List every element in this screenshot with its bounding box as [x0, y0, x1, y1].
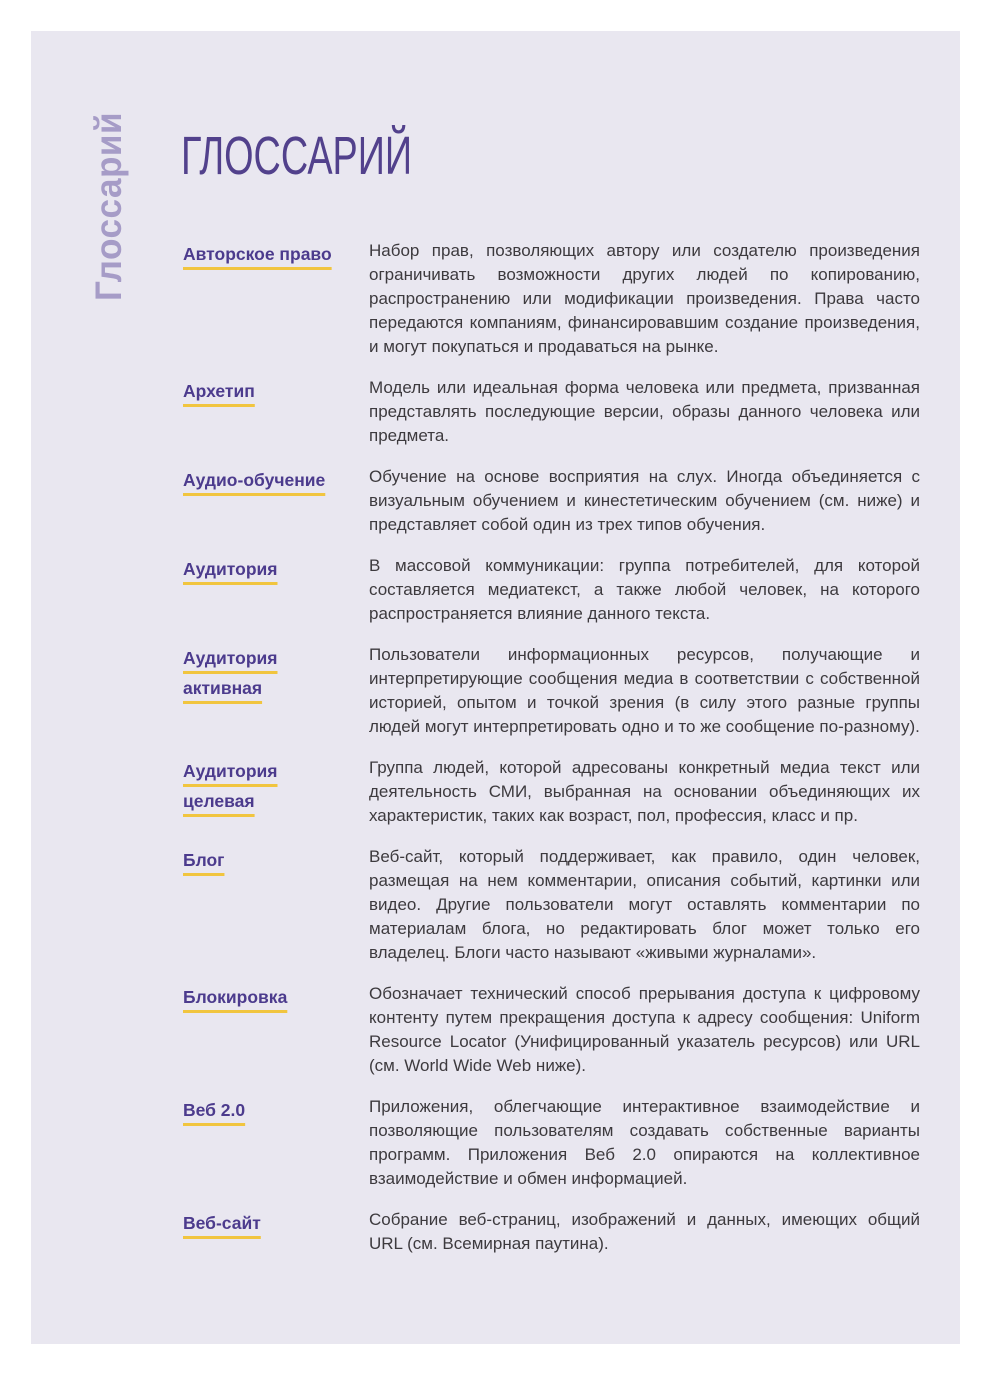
glossary-entry	[183, 376, 920, 448]
glossary-entry	[183, 554, 920, 626]
term-cell-inner	[183, 1095, 335, 1125]
term-cell-inner	[183, 1208, 335, 1238]
term-label: Блог	[183, 850, 225, 870]
term-label: Аудио-обучение	[183, 470, 326, 490]
definition-text: Приложения, облегчающие интерактивное взаимодействие и позволяющие пользователям создавать собственные варианты программ. Приложения Веб 2.0 опираются на коллективное взаимодействие и обмен информацией.	[369, 1097, 920, 1188]
document-page-panel	[31, 31, 960, 1344]
term-label: Веб-сайт	[183, 1213, 261, 1233]
term-cell-inner	[183, 239, 335, 269]
definition-text: Обучение на основе восприятия на слух. Иногда объединяется с визуальным обучением и кинестетическим обучением (см. ниже) и представляет собой один из трех типов обучения.	[369, 467, 920, 534]
definition-text: Группа людей, которой адресованы конкретный медиа текст или деятельность СМИ, выбранная на основании объединяющих их характеристик, таких как возраст, пол, профессия, класс и пр.	[369, 758, 920, 825]
term-cell-inner	[183, 376, 335, 406]
glossary-entry	[183, 1095, 920, 1191]
term-cell	[183, 982, 369, 1078]
glossary-entry	[183, 465, 920, 537]
definition-text: В массовой коммуникации: группа потребителей, для которой составляется медиатекст, а также любой человек, на которого распространяется влияние данного текста.	[369, 556, 920, 623]
term-cell-inner	[183, 465, 335, 495]
definition-text: Модель или идеальная форма человека или предмета, призванная представлять последующие версии, образы данного человека или предмета.	[369, 378, 920, 445]
glossary-entry	[183, 239, 920, 359]
term-label: Архетип	[183, 381, 255, 401]
definition-text: Собрание веб-страниц, изображений и данных, имеющих общий URL (см. Всемирная паутина).	[369, 1210, 920, 1253]
glossary-entry	[183, 1208, 920, 1256]
term-cell-inner	[183, 554, 335, 584]
term-cell	[183, 376, 369, 448]
term-cell-inner	[183, 982, 335, 1012]
term-cell-inner	[183, 845, 335, 875]
term-cell	[183, 845, 369, 965]
term-cell-inner	[183, 756, 335, 816]
term-cell	[183, 554, 369, 626]
glossary-list	[183, 239, 920, 1273]
page-title: ГЛОССАРИЙ	[181, 126, 413, 186]
definition-text: Обозначает технический способ прерывания доступа к цифровому контенту путем прекращения доступа к адресу сообщения: Uniform Resource Locator (Унифицированный указатель ресурсов) или URL (см. World Wide Web ниже).	[369, 984, 920, 1075]
term-cell	[183, 643, 369, 739]
term-label: Блокировка	[183, 987, 288, 1007]
term-cell	[183, 465, 369, 537]
term-cell-inner	[183, 643, 335, 703]
glossary-entry	[183, 845, 920, 965]
term-cell	[183, 1095, 369, 1191]
glossary-entry	[183, 982, 920, 1078]
definition-text: Веб-сайт, который поддерживает, как правило, один человек, размещая на нем комментарии, описания событий, картинки или видео. Другие пользователи могут оставлять комментарии по материалам блога, но редактировать блог может только его владелец. Блоги часто называют «живыми журналами».	[369, 847, 920, 962]
term-label: Авторское право	[183, 244, 332, 264]
term-cell	[183, 756, 369, 828]
term-label: Аудитория	[183, 559, 278, 579]
term-label: Веб 2.0	[183, 1100, 246, 1120]
glossary-entry	[183, 643, 920, 739]
term-label: Аудитория активная	[183, 648, 278, 698]
term-label: Аудитория целевая	[183, 761, 278, 811]
definition-text: Пользователи информационных ресурсов, получающие и интерпретирующие сообщения медиа в соответствии с собственной историей, опытом и точкой зрения (в силу этого разные группы людей могут интерпретировать одно и то же сообщение по-разному).	[369, 645, 920, 736]
vertical-page-label: Глоссарий	[88, 111, 129, 301]
term-cell	[183, 239, 369, 359]
glossary-entry	[183, 756, 920, 828]
definition-text: Набор прав, позволяющих автору или создателю произведения ограничивать возможности других людей по копированию, распространению или модификации произведения. Права часто передаются компаниям, финансировавшим создание произведения, и могут покупаться и продаваться на рынке.	[369, 241, 920, 356]
term-cell	[183, 1208, 369, 1256]
